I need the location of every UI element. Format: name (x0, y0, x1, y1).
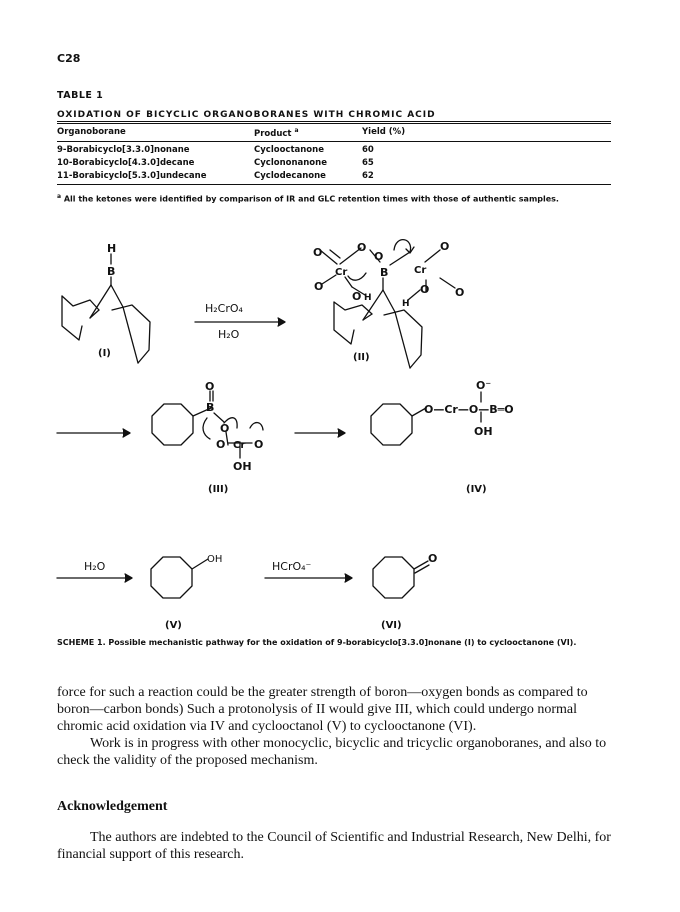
atom-b-ii: B (380, 266, 389, 279)
atom-b-iii: B (206, 401, 215, 414)
row2-organoborane: 10-Borabicyclo[4.3.0]decane (57, 158, 195, 168)
table-label: TABLE 1 (57, 90, 104, 101)
page-number: C28 (57, 52, 81, 65)
reaction-arrow-4-head (125, 574, 132, 582)
atom-o-ii-3: O (314, 280, 324, 293)
label-compound-vi: (VI) (381, 620, 402, 630)
body-paragraph-2: Work is in progress with other monocyclic, bicyclic and tricyclic organoboranes, and also to check the validity of the proposed mechanism. (57, 736, 607, 768)
atom-o-ii-6: O (440, 240, 450, 253)
row3-yield: 62 (362, 171, 374, 181)
atom-chain-iv: O—Cr—O—B═O (424, 403, 514, 416)
compound-iv-structure (371, 392, 481, 445)
reaction-arrow-5-head (345, 574, 352, 582)
atom-oh-iv: OH (474, 425, 493, 438)
acknowledgement-text: The authors are indebted to the Council of Scientific and Industrial Research, New Delhi, for financial support of this research. (57, 830, 611, 862)
header-product (254, 127, 299, 139)
atom-o-ii-2: O (357, 241, 367, 254)
table-bottom-rule (57, 184, 611, 185)
table-footnote (57, 190, 611, 206)
header-yield: Yield (%) (362, 127, 406, 137)
atom-o-minus-iv: O⁻ (476, 379, 492, 392)
row2-product: Cyclononanone (254, 158, 327, 168)
scheme-caption: SCHEME 1. Possible mechanistic pathway for the oxidation of 9-borabicyclo[3.3.0]nonane (I) to cyclooctanone (VI). (57, 638, 577, 647)
label-compound-iii: (III) (208, 484, 229, 495)
compound-i-structure (62, 254, 150, 363)
atom-h-i: H (107, 242, 117, 255)
atom-h-ii-2: H (402, 299, 410, 309)
atom-o-ii-7: O (455, 286, 465, 299)
compound-vi-structure (373, 557, 429, 598)
acknowledgement-heading: Acknowledgement (57, 799, 168, 814)
label-compound-iv: (IV) (466, 484, 487, 495)
reaction-arrow-2-head (123, 429, 130, 437)
atom-b-i: B (107, 265, 116, 278)
row1-yield: 60 (362, 145, 374, 155)
reaction-arrow-1-head (278, 318, 285, 326)
atom-o-ii-1: O (313, 246, 323, 259)
atom-cr-ii-1: Cr (335, 267, 348, 278)
header-product-label: Product (254, 128, 292, 139)
atom-o-iii-3: O (216, 438, 226, 451)
atom-h-ii-1: H (364, 293, 372, 303)
row2-yield: 65 (362, 158, 374, 168)
header-rule (57, 141, 611, 142)
atom-oh-iii: OH (233, 460, 252, 473)
compound-ii-structure (320, 240, 455, 368)
atom-o-ii-4: O (352, 290, 362, 303)
atom-oh-v: OH (207, 554, 223, 565)
row1-product: Cyclooctanone (254, 145, 324, 155)
atom-o-ii-5: O (374, 250, 384, 263)
table-footnote-mark: a (57, 193, 62, 200)
reagent-h2o-1: H₂O (218, 328, 240, 341)
label-compound-ii: (II) (353, 352, 370, 363)
atom-o-iii-1: O (205, 380, 215, 393)
label-compound-i: (I) (98, 348, 111, 359)
reagent-hcro4: HCrO₄⁻ (272, 560, 312, 573)
body-paragraph-1: force for such a reaction could be the greater strength of boron—oxygen bonds as compared to boron—carbon bonds) Such a protonolysis of II would give III, which could undergo normal chromic acid oxidation via IV and cyclooctanol (V) to cyclooctanone (VI). (57, 685, 588, 734)
header-organoborane: Organoborane (57, 127, 126, 137)
row3-product: Cyclodecanone (254, 171, 326, 181)
row3-organoborane: 11-Borabicyclo[5.3.0]undecane (57, 171, 207, 181)
atom-o-iii-4: O (254, 438, 264, 451)
reaction-scheme (0, 230, 680, 630)
table-title: OXIDATION OF BICYCLIC ORGANOBORANES WITH CHROMIC ACID (57, 110, 436, 120)
header-product-footnote-mark: a (294, 127, 299, 134)
reagent-h2o-2: H₂O (84, 560, 106, 573)
label-compound-v: (V) (165, 620, 182, 630)
atom-o-vi: O (428, 552, 438, 565)
table-top-rule-2 (57, 123, 611, 124)
row1-organoborane: 9-Borabicyclo[3.3.0]nonane (57, 145, 190, 155)
body-text (57, 684, 617, 769)
atom-o-ii-8: O (420, 283, 430, 296)
reaction-arrow-3-head (338, 429, 345, 437)
atom-cr-iii: Cr (233, 440, 246, 451)
reagent-h2cro4: H₂CrO₄ (205, 302, 243, 315)
compound-v-structure (151, 557, 208, 598)
atom-cr-ii-2: Cr (414, 265, 427, 276)
table-footnote-text: All the ketones were identified by comparison of IR and GLC retention times with those of authentic samples. (63, 194, 559, 204)
atom-o-iii-2: O (220, 422, 230, 435)
